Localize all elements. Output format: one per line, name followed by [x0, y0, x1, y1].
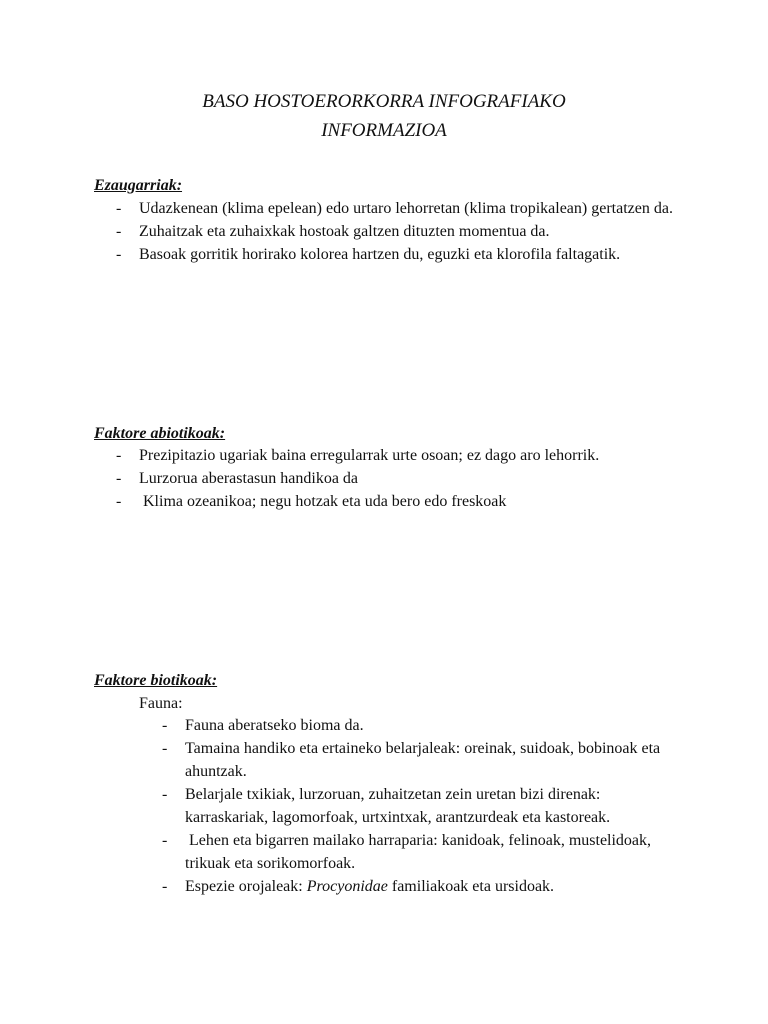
dash-bullet: -: [162, 878, 168, 895]
dash-bullet: -: [116, 470, 122, 487]
dash-bullet: -: [162, 832, 168, 849]
dash-bullet: -: [116, 223, 122, 240]
taxon-name-italic: Procyonidae: [306, 878, 388, 895]
list-item: - Udazkenean (klima epelean) edo urtaro lehorretan (klima tropikalean) gertatzen da.: [116, 197, 676, 220]
document-title-line-1: BASO HOSTOERORKORRA INFOGRAFIAKO: [202, 91, 566, 112]
list-item: - Klima ozeanikoa; negu hotzak eta uda bero edo freskoak: [116, 490, 676, 513]
dash-bullet: -: [116, 447, 122, 464]
dash-bullet: -: [116, 200, 122, 217]
dash-bullet: -: [116, 246, 122, 263]
section-heading-abiotikoak: Faktore abiotikoak:: [94, 425, 226, 442]
list-item: - Lehen eta bigarren mailako harraparia: kanidoak, felinoak, mustelidoak, trikuak eta sorikomorfoak.: [162, 829, 682, 875]
document-title-line-2: INFORMAZIOA: [321, 120, 447, 141]
list-item: - Prezipitazio ugariak baina erregularrak urte osoan; ez dago aro lehorrik.: [116, 444, 676, 467]
fauna-label: Fauna:: [139, 695, 183, 712]
list-abiotikoak: [116, 444, 676, 513]
list-item: - Zuhaitzak eta zuhaixkak hostoak galtzen dituzten momentua da.: [116, 220, 676, 243]
dash-bullet: -: [162, 786, 168, 803]
list-item: - Basoak gorritik horirako kolorea hartzen du, eguzki eta klorofila faltagatik.: [116, 243, 676, 266]
list-item: - Fauna aberatseko bioma da.: [162, 714, 682, 737]
section-heading-ezaugarriak: Ezaugarriak:: [94, 177, 183, 194]
list-item: - Espezie orojaleak: Procyonidae familiakoak eta ursidoak.: [162, 875, 682, 898]
dash-bullet: -: [162, 740, 168, 757]
section-heading-biotikoak: Faktore biotikoak:: [94, 672, 218, 689]
list-item: - Lurzorua aberastasun handikoa da: [116, 467, 676, 490]
list-item: - Tamaina handiko eta ertaineko belarjaleak: oreinak, suidoak, bobinoak eta ahuntzak.: [162, 737, 682, 783]
list-biotikoak: [162, 714, 682, 898]
dash-bullet: -: [162, 717, 168, 734]
list-item: - Belarjale txikiak, lurzoruan, zuhaitzetan zein uretan bizi direnak: karraskariak, lagomorfoak, urtxintxak, arantzurdeak eta kastoreak.: [162, 783, 682, 829]
list-ezaugarriak: [116, 197, 676, 266]
dash-bullet: -: [116, 493, 122, 510]
